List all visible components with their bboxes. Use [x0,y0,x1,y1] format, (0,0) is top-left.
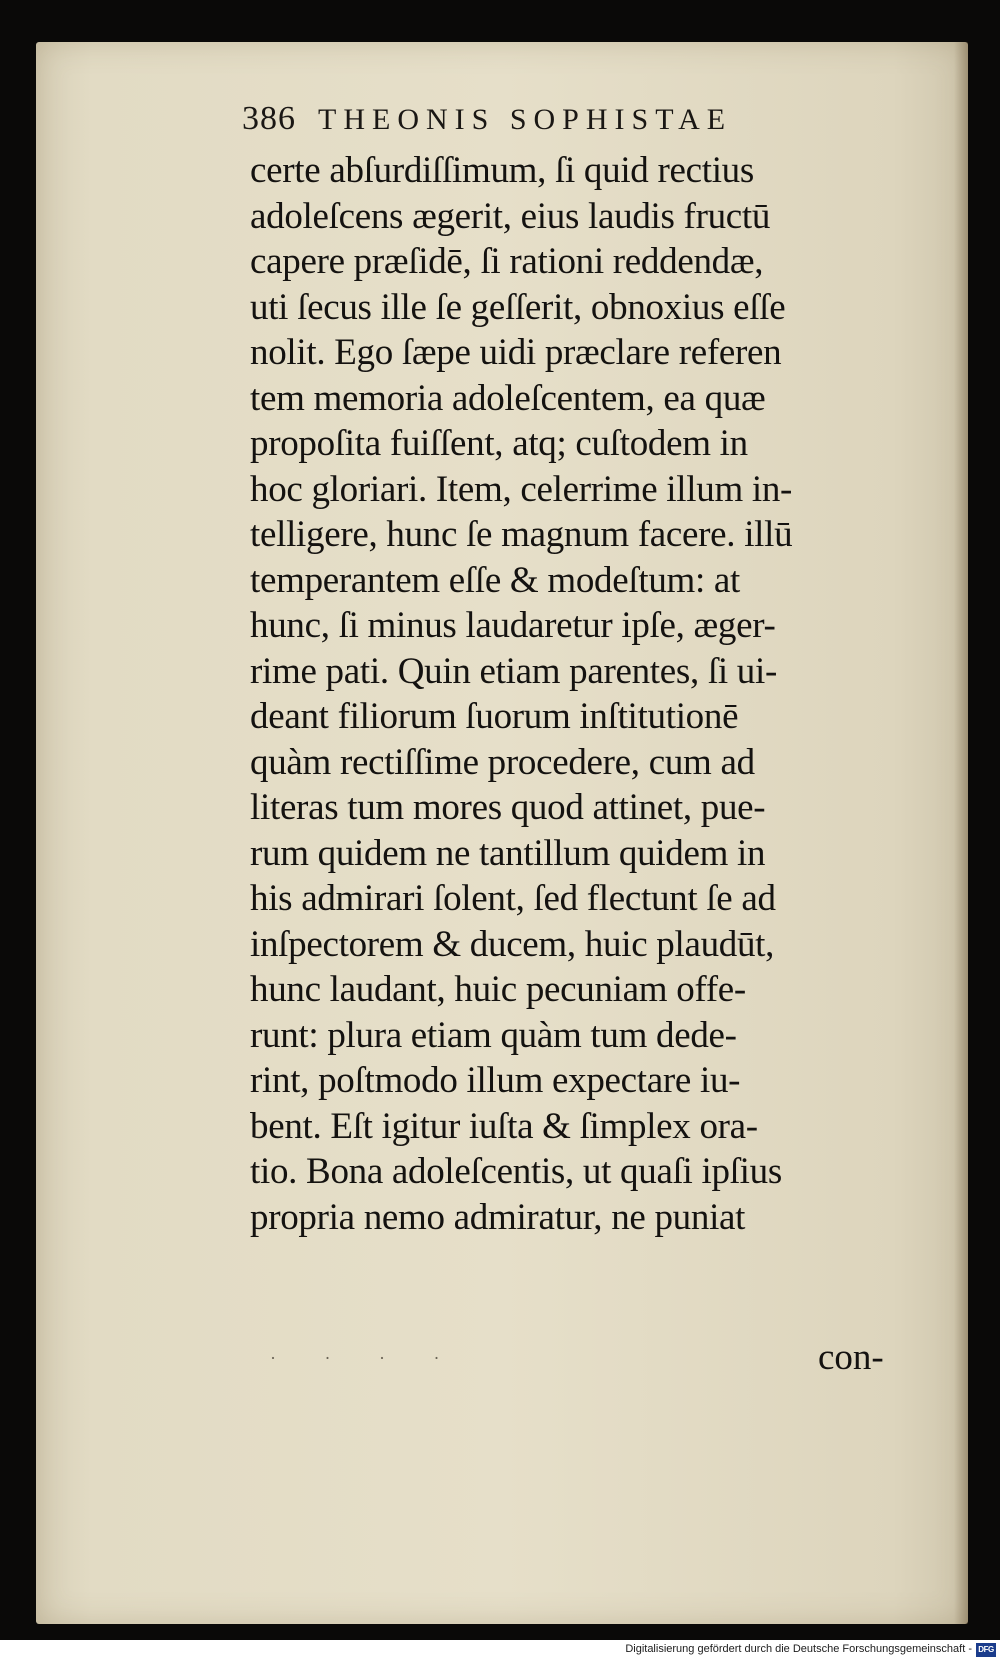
text-line: temperantem eſſe & modeſtum: at [250,559,741,601]
text-line: tem memoria adoleſcentem, ea quæ [250,377,766,419]
show-through-specks: · · · · [270,1348,462,1368]
text-line: bent. Eſt igitur iuſta & ſimplex ora- [250,1105,758,1147]
text-line: capere præſidē, ſi rationi reddendæ, [250,241,764,282]
digitization-credit: Digitalisierung gefördert durch die Deutsche Forschungsgemeinschaft - [625,1643,972,1655]
running-head [242,100,862,144]
text-line: hoc gloriari. Item, celerrime illum in- [250,468,793,510]
text-line: nolit. Ego ſæpe uidi præclare referen [250,332,782,373]
text-line: his admirari ſolent, ſed flectunt ſe ad [250,878,776,919]
text-line: literas tum mores quod attinet, pue- [250,787,766,828]
text-line: runt: plura etiam quàm tum dede- [250,1014,737,1056]
dfg-logo: DFG [976,1643,996,1657]
page-number: 386 [242,100,296,137]
text-line: rum quidem ne tantillum quidem in [250,832,766,874]
text-line: propria nemo admiratur, ne puniat [250,1196,746,1238]
text-line: deant filiorum ſuorum inſtitutionē [250,696,739,737]
text-line: hunc laudant, huic pecuniam offe- [250,969,746,1010]
page-edge-shadow [954,42,968,1624]
text-block [250,148,918,1240]
text-line: rime pati. Quin etiam parentes, ſi ui- [250,650,777,692]
text-line: adoleſcens ægerit, eius laudis fructū [250,195,771,237]
text-line: uti ſecus ille ſe geſſerit, obnoxius eſſe [250,286,786,328]
text-line: tio. Bona adoleſcentis, ut quaſi ipſius [250,1151,782,1192]
text-line: certe abſurdiſſimum, ſi quid rectius [250,150,754,191]
text-line: inſpectorem & ducem, huic plaudūt, [250,923,775,965]
catchword: con- [818,1337,884,1378]
text-line: propoſita fuiſſent, atq; cuſtodem in [250,423,748,464]
running-head-title: THEONIS SOPHISTAE [318,103,733,136]
text-line: quàm rectiſſime procedere, cum ad [250,741,755,783]
footer-bar [0,1640,1000,1661]
text-line: telligere, hunc ſe magnum facere. illū [250,514,793,555]
text-line: rint, poſtmodo illum expectare iu- [250,1060,741,1101]
text-line: hunc, ſi minus laudaretur ipſe, æger- [250,605,776,646]
